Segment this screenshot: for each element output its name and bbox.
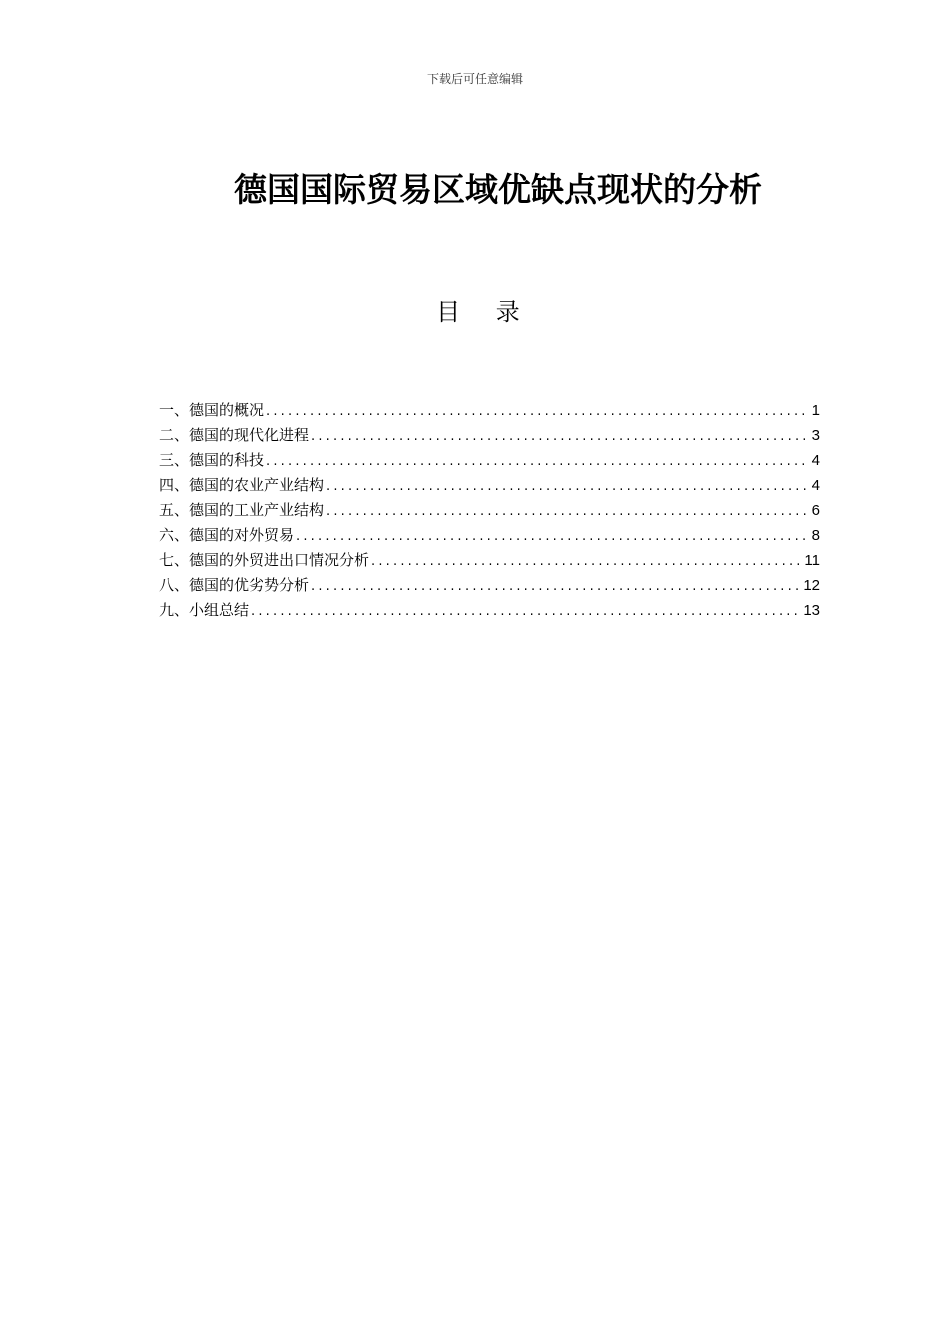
toc-entry-page: 8 (811, 527, 820, 544)
toc-leader-dots (251, 599, 801, 624)
toc-leader-dots (296, 524, 810, 549)
toc-entry[interactable] (159, 523, 820, 548)
toc-leader-dots (311, 574, 801, 599)
toc-entry-label: 一、德国的概况 (159, 401, 265, 419)
toc-entry[interactable] (159, 498, 820, 523)
toc-entry-page: 1 (811, 402, 820, 419)
toc-entry[interactable] (159, 448, 820, 473)
toc-entry-page: 4 (811, 452, 820, 469)
toc-entry[interactable] (159, 398, 820, 423)
toc-entry-label: 七、德国的外贸进出口情况分析 (159, 551, 370, 569)
toc-entry-label: 二、德国的现代化进程 (159, 426, 310, 444)
toc-entry[interactable] (159, 573, 820, 598)
table-of-contents (159, 398, 820, 623)
document-title: 德国国际贸易区域优缺点现状的分析 (234, 170, 762, 209)
toc-entry-label: 三、德国的科技 (159, 451, 265, 469)
toc-entry-page: 3 (811, 427, 820, 444)
toc-leader-dots (371, 549, 802, 574)
toc-leader-dots (326, 499, 810, 524)
toc-heading: 目 录 (436, 298, 534, 326)
page-header: 下载后可任意编辑 (426, 72, 523, 86)
toc-entry-label: 四、德国的农业产业结构 (159, 476, 325, 494)
toc-entry-page: 12 (803, 577, 820, 594)
toc-leader-dots (266, 399, 810, 424)
toc-entry-page: 11 (804, 552, 820, 569)
toc-entry-label: 八、德国的优劣势分析 (159, 576, 310, 594)
toc-entry[interactable] (159, 423, 820, 448)
toc-leader-dots (266, 449, 810, 474)
toc-entry[interactable] (159, 598, 820, 623)
toc-entry-label: 六、德国的对外贸易 (159, 526, 295, 544)
toc-leader-dots (326, 474, 810, 499)
toc-entry-label: 九、小组总结 (159, 601, 250, 619)
toc-entry[interactable] (159, 473, 820, 498)
toc-entry-page: 6 (811, 502, 820, 519)
toc-entry[interactable] (159, 548, 820, 573)
toc-entry-page: 4 (811, 477, 820, 494)
toc-entry-label: 五、德国的工业产业结构 (159, 501, 325, 519)
toc-entry-page: 13 (803, 602, 820, 619)
toc-leader-dots (311, 424, 810, 449)
